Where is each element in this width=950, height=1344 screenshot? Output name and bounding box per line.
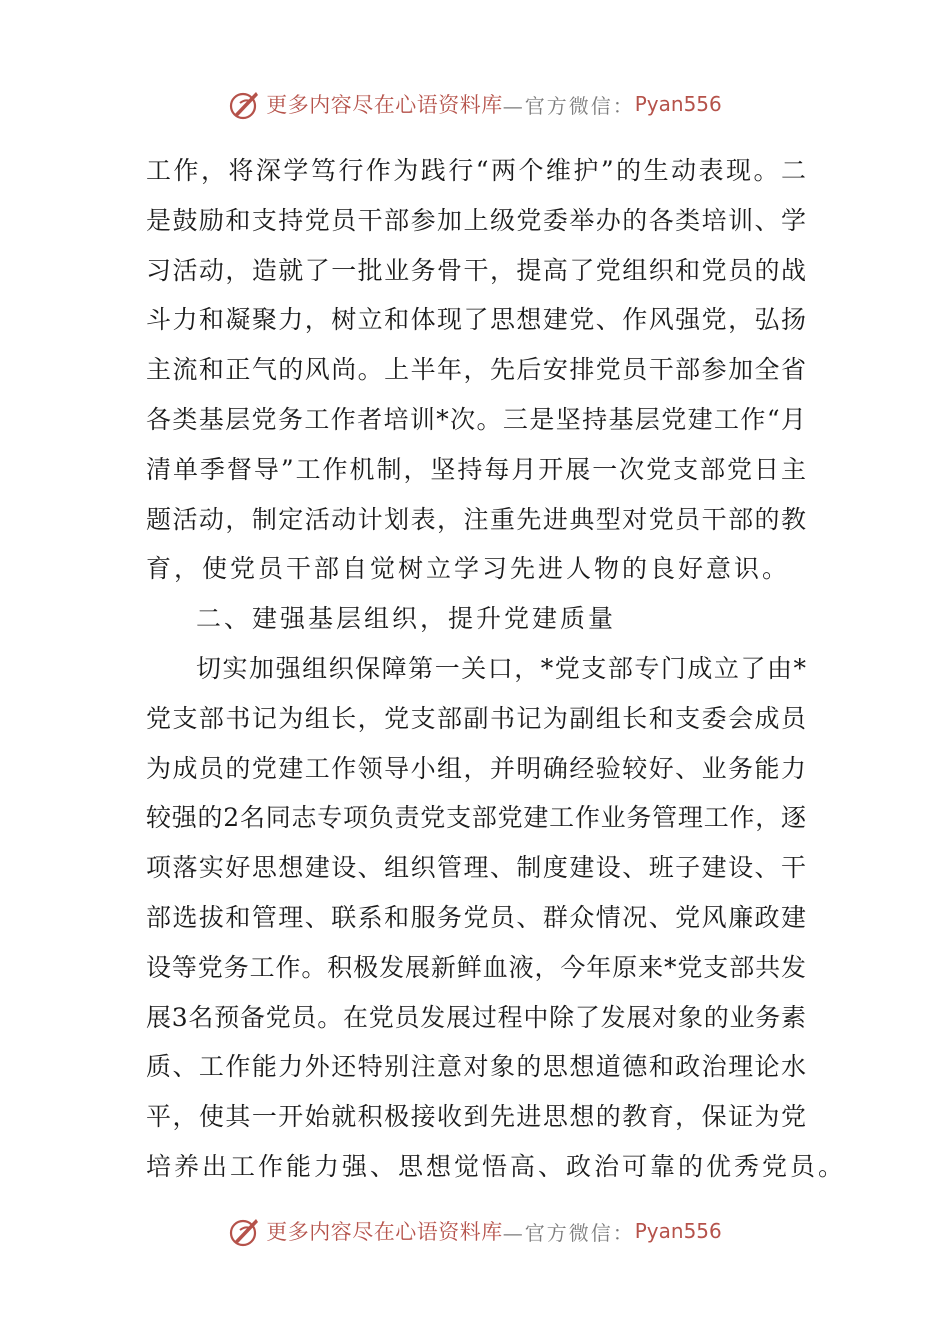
- body-line: 各类基层党务工作者培训*次。三是坚持基层党建工作“月: [146, 404, 806, 434]
- watermark-main-text: 更多内容尽在心语资料库: [266, 93, 503, 117]
- body-line: 设等党务工作。积极发展新鲜血液，今年原来*党支部共发: [146, 952, 806, 982]
- watermark-wechat-id: Pyan556: [634, 92, 722, 116]
- watermark-sub-text: —官方微信：: [502, 93, 635, 118]
- body-line: 斗力和凝聚力，树立和体现了思想建党、作风强党，弘扬: [146, 305, 806, 335]
- document-body: [146, 146, 847, 1192]
- body-line: 较强的2名同志专项负责党支部党建工作业务管理工作，逐: [146, 803, 806, 833]
- body-line: 习活动，造就了一批业务骨干，提高了党组织和党员的战: [146, 255, 806, 285]
- body-line: 切实加强组织保障第一关口，*党支部专门成立了由*: [196, 653, 806, 683]
- body-line: 主流和正气的风尚。上半年，先后安排党员干部参加全省: [146, 355, 806, 385]
- body-line: 部选拔和管理、联系和服务党员、群众情况、党风廉政建: [146, 902, 806, 932]
- quill-logo-icon: [228, 1214, 262, 1248]
- body-line: 培养出工作能力强、思想觉悟高、政治可靠的优秀党员。: [146, 1151, 847, 1181]
- section-heading: 二、建强基层组织，提升党建质量: [196, 604, 617, 634]
- body-line: 展3名预备党员。在党员发展过程中除了发展对象的业务素: [146, 1002, 806, 1032]
- body-line: 工作，将深学笃行作为践行“两个维护”的生动表现。二: [146, 156, 806, 185]
- body-line: 党支部书记为组长，党支部副书记为副组长和支委会成员: [146, 703, 806, 733]
- watermark-main-text: 更多内容尽在心语资料库: [266, 1220, 503, 1244]
- body-line: 题活动，制定活动计划表，注重先进典型对党员干部的教: [146, 504, 806, 534]
- body-line: 质、工作能力外还特别注意对象的思想道德和政治理论水: [146, 1052, 806, 1082]
- quill-logo-icon: [228, 87, 262, 121]
- body-line: 育，使党员干部自觉树立学习先进人物的良好意识。: [146, 554, 791, 584]
- footer-watermark: [0, 1211, 950, 1251]
- watermark-wechat-id: Pyan556: [634, 1219, 722, 1243]
- body-line: 项落实好思想建设、组织管理、制度建设、班子建设、干: [146, 853, 806, 883]
- body-line: 平，使其一开始就积极接收到先进思想的教育，保证为党: [146, 1102, 806, 1132]
- body-line: 为成员的党建工作领导小组，并明确经验较好、业务能力: [146, 753, 806, 783]
- body-line: 是鼓励和支持党员干部参加上级党委举办的各类培训、学: [146, 205, 806, 235]
- header-watermark: [0, 84, 950, 124]
- body-line: 清单季督导”工作机制，坚持每月开展一次党支部党日主: [146, 454, 806, 484]
- watermark-sub-text: —官方微信：: [502, 1220, 635, 1245]
